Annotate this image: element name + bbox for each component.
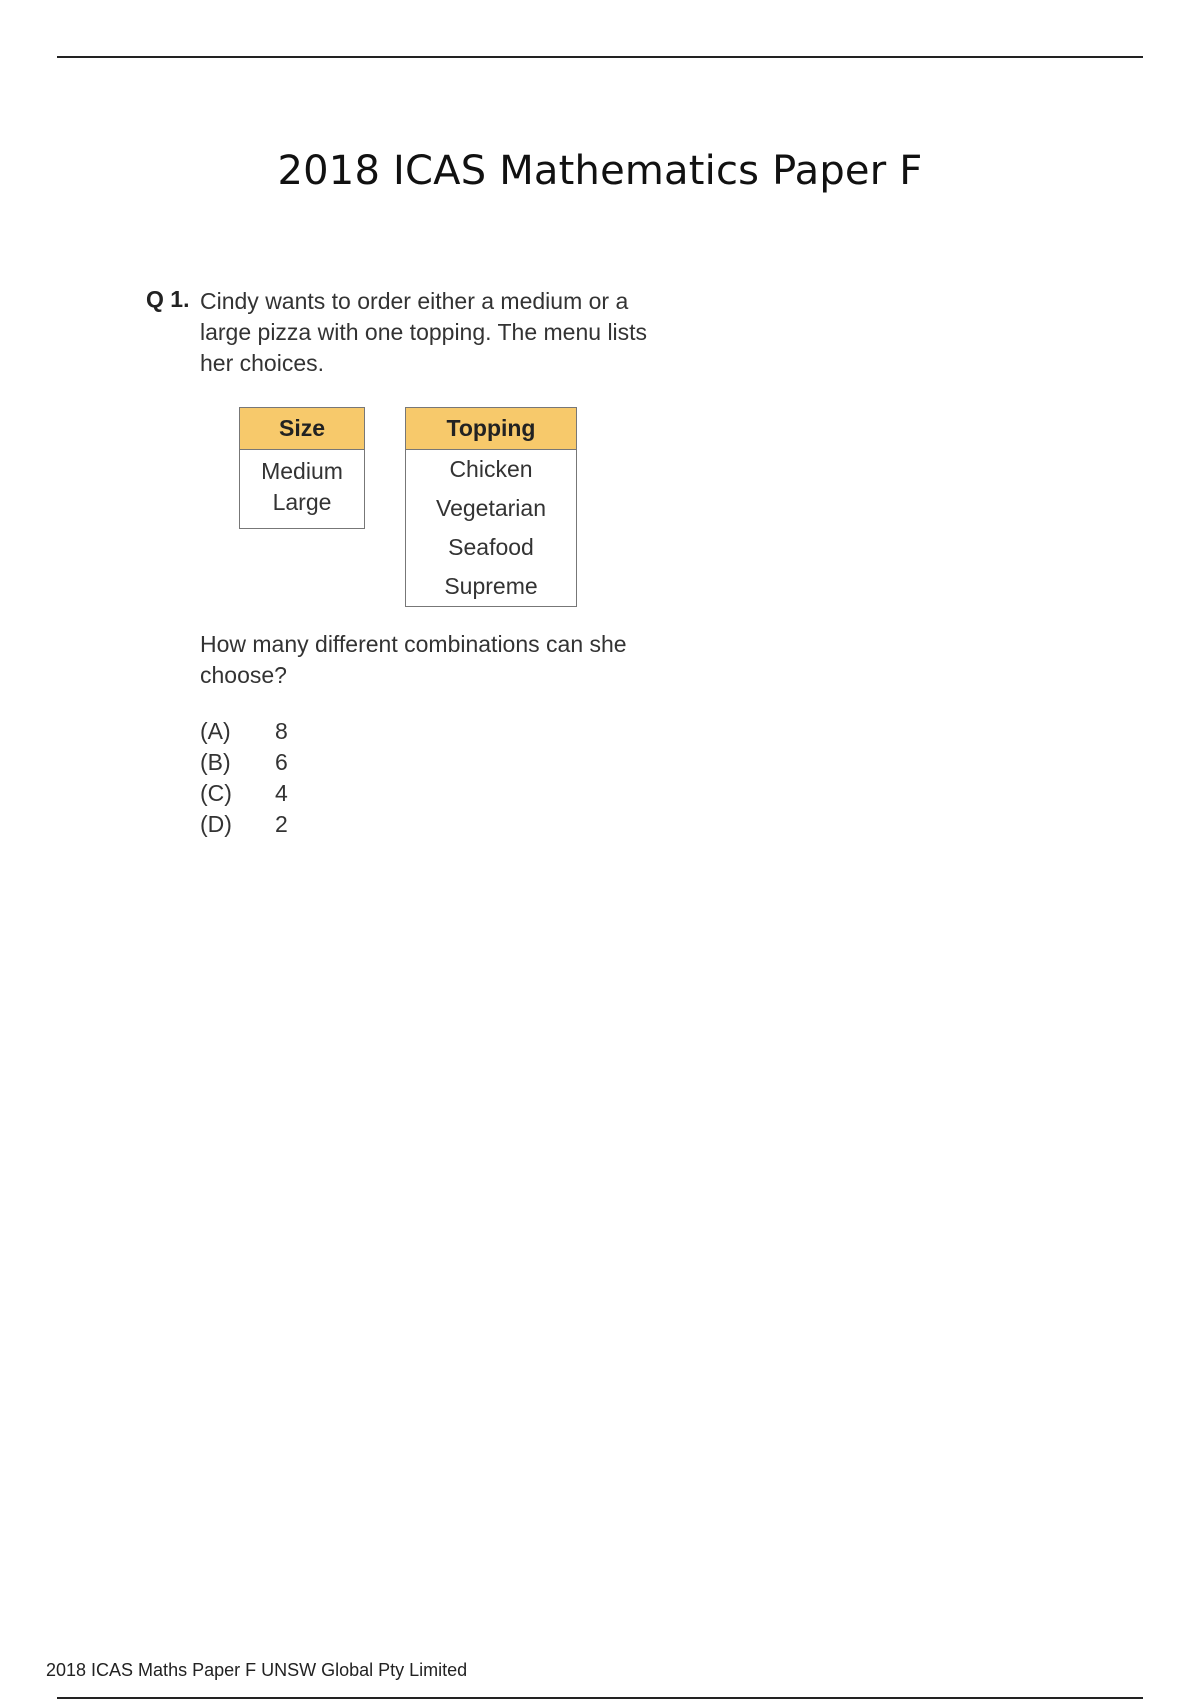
- question-text: Cindy wants to order either a medium or a large pizza with one topping. The menu lists her choices.: [200, 288, 648, 376]
- footer-text: 2018 ICAS Maths Paper F UNSW Global Pty Limited: [46, 1660, 468, 1680]
- answer-option-c: [200, 778, 288, 809]
- answer-option-a: [200, 716, 288, 747]
- topping-item: Supreme: [444, 573, 538, 599]
- option-value: 8: [275, 718, 288, 744]
- page-title: 2018 ICAS Mathematics Paper F: [277, 148, 923, 194]
- option-letter: (B): [200, 749, 231, 775]
- option-value: 6: [275, 749, 288, 775]
- top-rule: [57, 56, 1143, 58]
- option-letter: (C): [200, 780, 232, 806]
- topping-table-header: Topping: [406, 408, 576, 450]
- topping-table: [405, 407, 577, 607]
- size-item: Medium: [261, 458, 343, 484]
- topping-item: Chicken: [449, 456, 533, 482]
- question-number: Q 1.: [146, 286, 190, 312]
- answer-option-b: [200, 747, 288, 778]
- answer-option-d: [200, 809, 288, 840]
- option-value: 2: [275, 811, 288, 837]
- topping-item: Seafood: [448, 534, 534, 560]
- option-letter: (A): [200, 718, 231, 744]
- topping-item: Vegetarian: [436, 495, 546, 521]
- size-table: [239, 407, 365, 529]
- size-item: Large: [272, 489, 332, 515]
- answer-options: [200, 716, 288, 840]
- bottom-rule: [57, 1697, 1143, 1699]
- option-value: 4: [275, 780, 288, 806]
- question-prompt: How many different combinations can she choose?: [200, 631, 627, 688]
- option-letter: (D): [200, 811, 232, 837]
- size-table-header: Size: [240, 408, 364, 450]
